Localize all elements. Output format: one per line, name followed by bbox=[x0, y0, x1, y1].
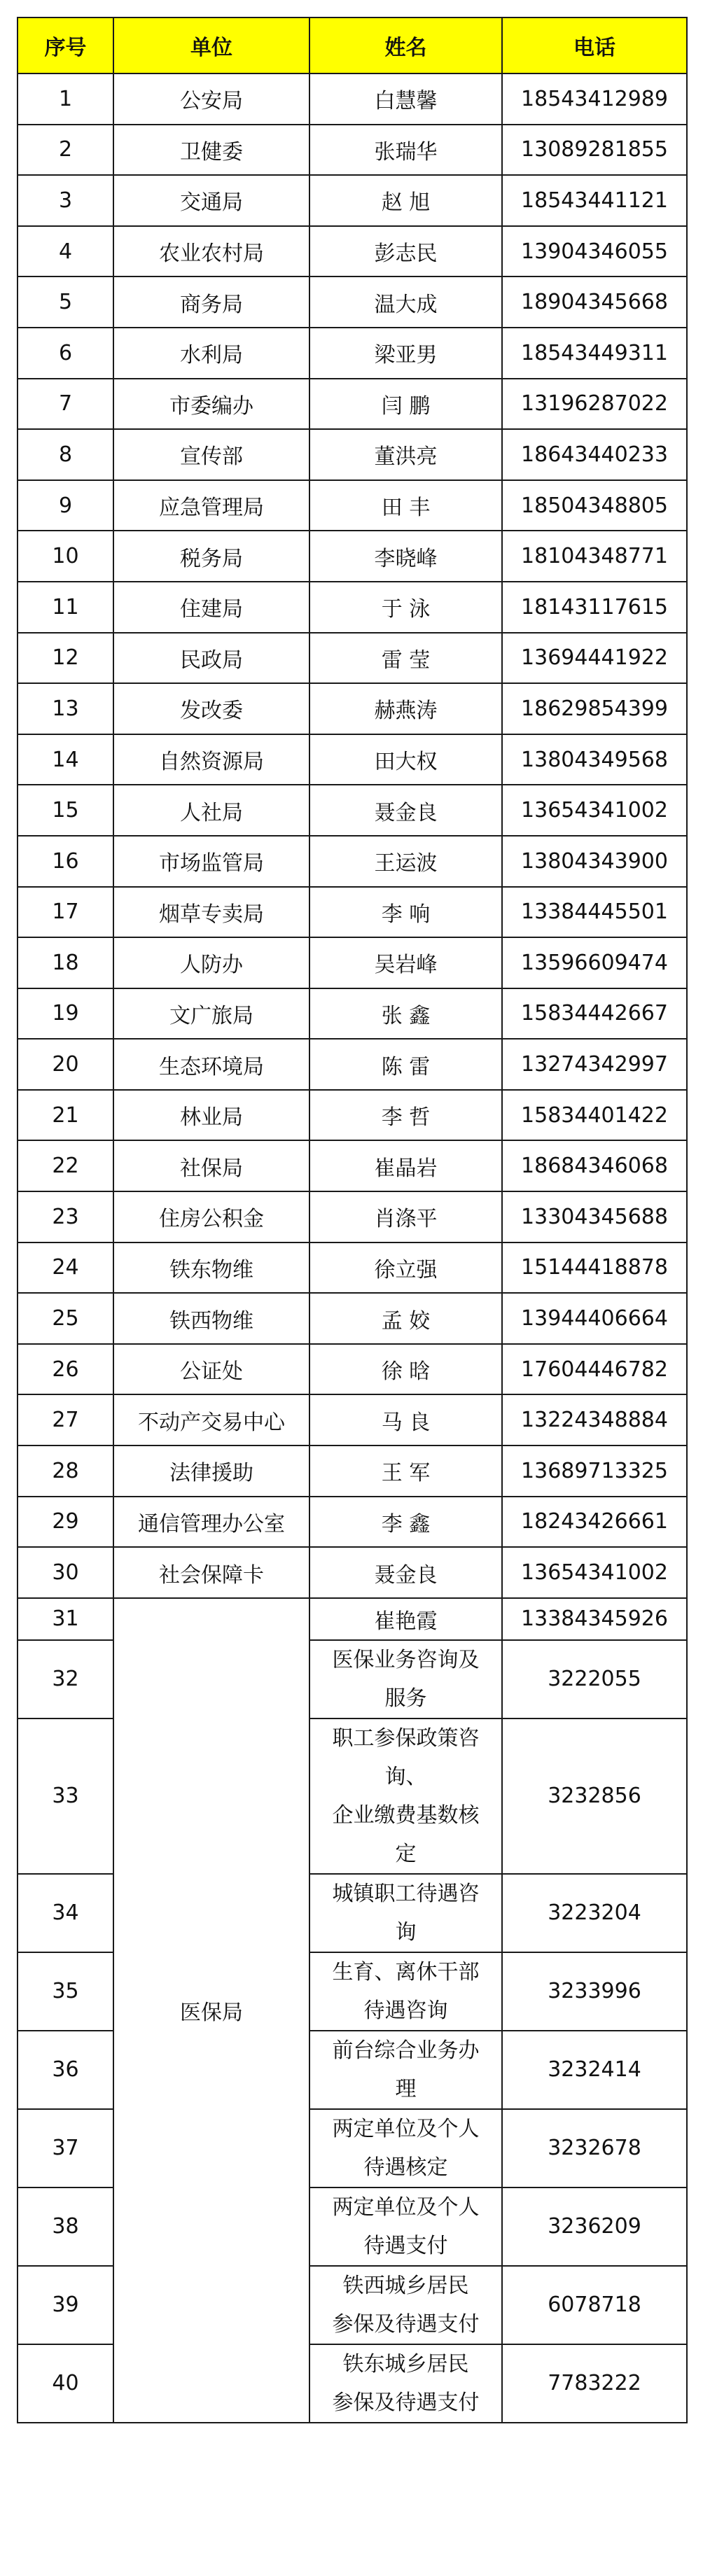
table-row bbox=[18, 1293, 687, 1344]
cell-name: 聂金良 bbox=[309, 785, 502, 836]
cell-no: 16 bbox=[18, 836, 113, 887]
table-row bbox=[18, 125, 687, 176]
table-row bbox=[18, 785, 687, 836]
cell-no: 10 bbox=[18, 531, 113, 582]
cell-phone: 13944406664 bbox=[502, 1293, 687, 1344]
cell-name-line: 两定单位及个人 bbox=[332, 2116, 480, 2141]
cell-name bbox=[309, 1640, 502, 1718]
cell-phone: 13654341002 bbox=[502, 1547, 687, 1598]
table-row bbox=[18, 1394, 687, 1446]
table-row bbox=[18, 1242, 687, 1294]
cell-no: 39 bbox=[18, 2266, 113, 2344]
cell-phone: 13804343900 bbox=[502, 836, 687, 887]
table-row bbox=[18, 734, 687, 785]
cell-name-line: 城镇职工待遇咨 bbox=[332, 1881, 480, 1906]
table-row bbox=[18, 74, 687, 125]
cell-no: 30 bbox=[18, 1547, 113, 1598]
cell-name bbox=[309, 1874, 502, 1952]
cell-name bbox=[309, 1598, 502, 1640]
cell-no: 8 bbox=[18, 429, 113, 480]
cell-unit: 文广旅局 bbox=[113, 988, 309, 1040]
cell-name: 吴岩峰 bbox=[309, 937, 502, 988]
cell-name: 彭志民 bbox=[309, 226, 502, 277]
cell-phone: 18543441121 bbox=[502, 175, 687, 226]
cell-no: 38 bbox=[18, 2188, 113, 2266]
cell-name bbox=[309, 2031, 502, 2109]
table-row bbox=[18, 937, 687, 988]
cell-unit: 农业农村局 bbox=[113, 226, 309, 277]
cell-unit-merged: 医保局 bbox=[113, 1598, 309, 2423]
cell-phone: 13596609474 bbox=[502, 937, 687, 988]
cell-phone: 6078718 bbox=[502, 2266, 687, 2344]
cell-name-line: 铁西城乡居民 bbox=[342, 2273, 469, 2298]
cell-phone: 18104348771 bbox=[502, 531, 687, 582]
cell-phone: 13804349568 bbox=[502, 734, 687, 785]
cell-name-line: 医保业务咨询及 bbox=[332, 1647, 480, 1672]
cell-name: 陈 雷 bbox=[309, 1039, 502, 1090]
table-row bbox=[18, 1497, 687, 1548]
table-row bbox=[18, 175, 687, 226]
cell-name: 李 鑫 bbox=[309, 1497, 502, 1548]
cell-phone: 7783222 bbox=[502, 2344, 687, 2423]
cell-name-line: 服务 bbox=[384, 1686, 427, 1711]
cell-name: 白慧馨 bbox=[309, 74, 502, 125]
cell-unit: 社保局 bbox=[113, 1140, 309, 1191]
cell-phone: 15144418878 bbox=[502, 1242, 687, 1294]
cell-name: 王运波 bbox=[309, 836, 502, 887]
cell-unit: 人社局 bbox=[113, 785, 309, 836]
cell-name bbox=[309, 2188, 502, 2266]
cell-unit: 水利局 bbox=[113, 328, 309, 379]
cell-no: 24 bbox=[18, 1242, 113, 1294]
table-row bbox=[18, 429, 687, 480]
table-row bbox=[18, 1547, 687, 1598]
cell-name-line: 两定单位及个人 bbox=[332, 2194, 480, 2220]
cell-no: 2 bbox=[18, 125, 113, 176]
cell-phone: 3223204 bbox=[502, 1874, 687, 1952]
cell-name bbox=[309, 2344, 502, 2423]
cell-no: 13 bbox=[18, 683, 113, 734]
cell-phone: 15834442667 bbox=[502, 988, 687, 1040]
cell-phone: 18543412989 bbox=[502, 74, 687, 125]
cell-unit: 烟草专卖局 bbox=[113, 887, 309, 938]
cell-name-line: 前台综合业务办 bbox=[332, 2038, 480, 2063]
cell-phone: 3232856 bbox=[502, 1718, 687, 1874]
cell-unit: 公证处 bbox=[113, 1344, 309, 1395]
cell-unit: 不动产交易中心 bbox=[113, 1394, 309, 1446]
cell-phone: 15834401422 bbox=[502, 1090, 687, 1141]
cell-name-line: 待遇核定 bbox=[363, 2155, 448, 2180]
cell-no: 35 bbox=[18, 1952, 113, 2031]
cell-unit: 民政局 bbox=[113, 633, 309, 684]
table-row bbox=[18, 836, 687, 887]
table-row bbox=[18, 988, 687, 1040]
cell-phone: 18243426661 bbox=[502, 1497, 687, 1548]
cell-unit: 发改委 bbox=[113, 683, 309, 734]
cell-unit: 宣传部 bbox=[113, 429, 309, 480]
cell-no: 40 bbox=[18, 2344, 113, 2423]
cell-no: 11 bbox=[18, 582, 113, 633]
cell-unit: 商务局 bbox=[113, 276, 309, 328]
cell-name-line: 理 bbox=[395, 2076, 417, 2101]
cell-name-line: 参保及待遇支付 bbox=[332, 2390, 480, 2415]
table-row bbox=[18, 328, 687, 379]
cell-no: 17 bbox=[18, 887, 113, 938]
cell-no: 3 bbox=[18, 175, 113, 226]
cell-unit: 社会保障卡 bbox=[113, 1547, 309, 1598]
cell-no: 31 bbox=[18, 1598, 113, 1640]
cell-no: 9 bbox=[18, 480, 113, 531]
cell-name: 李 哲 bbox=[309, 1090, 502, 1141]
contact-table-container bbox=[17, 17, 686, 2423]
table-row bbox=[18, 1090, 687, 1141]
cell-name-line: 生育、离休干部 bbox=[332, 1959, 480, 1984]
contact-table bbox=[17, 17, 688, 2423]
cell-name: 李 响 bbox=[309, 887, 502, 938]
cell-no: 18 bbox=[18, 937, 113, 988]
cell-no: 27 bbox=[18, 1394, 113, 1446]
cell-phone: 13274342997 bbox=[502, 1039, 687, 1090]
cell-phone: 18504348805 bbox=[502, 480, 687, 531]
cell-no: 25 bbox=[18, 1293, 113, 1344]
cell-name: 田 丰 bbox=[309, 480, 502, 531]
cell-phone: 13654341002 bbox=[502, 785, 687, 836]
table-row bbox=[18, 480, 687, 531]
cell-unit: 公安局 bbox=[113, 74, 309, 125]
cell-no: 7 bbox=[18, 379, 113, 430]
cell-name-line: 定 bbox=[395, 1841, 417, 1866]
cell-name-line: 参保及待遇支付 bbox=[332, 2311, 480, 2337]
table-row bbox=[18, 1598, 687, 1640]
table-row bbox=[18, 887, 687, 938]
cell-name-line: 待遇咨询 bbox=[363, 1998, 448, 2023]
cell-unit: 税务局 bbox=[113, 531, 309, 582]
header-name: 姓名 bbox=[309, 18, 502, 74]
cell-name-line: 职工参保政策咨 bbox=[332, 1726, 480, 1751]
cell-no: 19 bbox=[18, 988, 113, 1040]
table-row bbox=[18, 1344, 687, 1395]
cell-name: 赵 旭 bbox=[309, 175, 502, 226]
table-row bbox=[18, 379, 687, 430]
cell-name bbox=[309, 1952, 502, 2031]
cell-name: 闫 鹏 bbox=[309, 379, 502, 430]
cell-unit: 铁东物维 bbox=[113, 1242, 309, 1294]
header-phone: 电话 bbox=[502, 18, 687, 74]
cell-unit: 市委编办 bbox=[113, 379, 309, 430]
cell-name: 张 鑫 bbox=[309, 988, 502, 1040]
cell-name: 于 泳 bbox=[309, 582, 502, 633]
cell-unit: 人防办 bbox=[113, 937, 309, 988]
cell-no: 12 bbox=[18, 633, 113, 684]
cell-no: 33 bbox=[18, 1718, 113, 1874]
cell-unit: 铁西物维 bbox=[113, 1293, 309, 1344]
cell-phone: 18643440233 bbox=[502, 429, 687, 480]
cell-name: 徐立强 bbox=[309, 1242, 502, 1294]
cell-no: 4 bbox=[18, 226, 113, 277]
cell-name: 董洪亮 bbox=[309, 429, 502, 480]
cell-no: 20 bbox=[18, 1039, 113, 1090]
header-unit: 单位 bbox=[113, 18, 309, 74]
cell-phone: 3222055 bbox=[502, 1640, 687, 1718]
cell-name: 崔晶岩 bbox=[309, 1140, 502, 1191]
header-number: 序号 bbox=[18, 18, 113, 74]
cell-no: 15 bbox=[18, 785, 113, 836]
cell-no: 1 bbox=[18, 74, 113, 125]
cell-name: 王 军 bbox=[309, 1446, 502, 1497]
cell-no: 23 bbox=[18, 1191, 113, 1242]
cell-name-line: 崔艳霞 bbox=[374, 1609, 438, 1634]
table-row bbox=[18, 531, 687, 582]
cell-phone: 13689713325 bbox=[502, 1446, 687, 1497]
cell-no: 21 bbox=[18, 1090, 113, 1141]
cell-unit: 市场监管局 bbox=[113, 836, 309, 887]
cell-phone: 13196287022 bbox=[502, 379, 687, 430]
cell-name-line: 询、 bbox=[384, 1764, 427, 1789]
cell-phone: 13694441922 bbox=[502, 633, 687, 684]
table-row bbox=[18, 1446, 687, 1497]
cell-unit: 卫健委 bbox=[113, 125, 309, 176]
table-row bbox=[18, 683, 687, 734]
cell-unit: 林业局 bbox=[113, 1090, 309, 1141]
table-row bbox=[18, 226, 687, 277]
cell-name-line: 铁东城乡居民 bbox=[342, 2351, 469, 2376]
cell-no: 26 bbox=[18, 1344, 113, 1395]
cell-no: 37 bbox=[18, 2109, 113, 2188]
cell-no: 29 bbox=[18, 1497, 113, 1548]
table-row bbox=[18, 276, 687, 328]
cell-unit: 法律援助 bbox=[113, 1446, 309, 1497]
cell-phone: 18629854399 bbox=[502, 683, 687, 734]
cell-name-line: 询 bbox=[395, 1919, 417, 1945]
table-row bbox=[18, 1039, 687, 1090]
cell-unit: 住建局 bbox=[113, 582, 309, 633]
cell-phone: 13224348884 bbox=[502, 1394, 687, 1446]
cell-phone: 3236209 bbox=[502, 2188, 687, 2266]
cell-no: 14 bbox=[18, 734, 113, 785]
cell-phone: 17604446782 bbox=[502, 1344, 687, 1395]
cell-phone: 18904345668 bbox=[502, 276, 687, 328]
cell-no: 34 bbox=[18, 1874, 113, 1952]
cell-name-line: 企业缴费基数核 bbox=[332, 1802, 480, 1828]
cell-name: 肖涤平 bbox=[309, 1191, 502, 1242]
cell-no: 6 bbox=[18, 328, 113, 379]
cell-phone: 18684346068 bbox=[502, 1140, 687, 1191]
table-row bbox=[18, 1140, 687, 1191]
cell-name: 赫燕涛 bbox=[309, 683, 502, 734]
cell-name: 田大权 bbox=[309, 734, 502, 785]
cell-phone: 3232414 bbox=[502, 2031, 687, 2109]
cell-unit: 自然资源局 bbox=[113, 734, 309, 785]
cell-name: 李晓峰 bbox=[309, 531, 502, 582]
cell-no: 22 bbox=[18, 1140, 113, 1191]
cell-name: 马 良 bbox=[309, 1394, 502, 1446]
table-row bbox=[18, 582, 687, 633]
cell-name bbox=[309, 1718, 502, 1874]
table-row bbox=[18, 633, 687, 684]
cell-name-line: 待遇支付 bbox=[363, 2233, 448, 2258]
cell-phone: 3232678 bbox=[502, 2109, 687, 2188]
cell-no: 28 bbox=[18, 1446, 113, 1497]
cell-unit: 交通局 bbox=[113, 175, 309, 226]
cell-name: 梁亚男 bbox=[309, 328, 502, 379]
cell-name: 聂金良 bbox=[309, 1547, 502, 1598]
cell-phone: 13304345688 bbox=[502, 1191, 687, 1242]
cell-no: 5 bbox=[18, 276, 113, 328]
cell-name bbox=[309, 2109, 502, 2188]
cell-unit: 住房公积金 bbox=[113, 1191, 309, 1242]
cell-name: 温大成 bbox=[309, 276, 502, 328]
cell-name: 张瑞华 bbox=[309, 125, 502, 176]
cell-phone: 13384345926 bbox=[502, 1598, 687, 1640]
cell-name: 孟 姣 bbox=[309, 1293, 502, 1344]
cell-no: 36 bbox=[18, 2031, 113, 2109]
cell-phone: 18543449311 bbox=[502, 328, 687, 379]
cell-phone: 13384445501 bbox=[502, 887, 687, 938]
header-row bbox=[18, 18, 687, 74]
cell-phone: 13904346055 bbox=[502, 226, 687, 277]
cell-unit: 应急管理局 bbox=[113, 480, 309, 531]
cell-name bbox=[309, 2266, 502, 2344]
cell-name: 雷 莹 bbox=[309, 633, 502, 684]
cell-unit: 生态环境局 bbox=[113, 1039, 309, 1090]
cell-unit: 通信管理办公室 bbox=[113, 1497, 309, 1548]
cell-name: 徐 晗 bbox=[309, 1344, 502, 1395]
cell-phone: 3233996 bbox=[502, 1952, 687, 2031]
cell-phone: 18143117615 bbox=[502, 582, 687, 633]
cell-no: 32 bbox=[18, 1640, 113, 1718]
table-row bbox=[18, 1191, 687, 1242]
cell-phone: 13089281855 bbox=[502, 125, 687, 176]
table-body bbox=[18, 74, 687, 2423]
